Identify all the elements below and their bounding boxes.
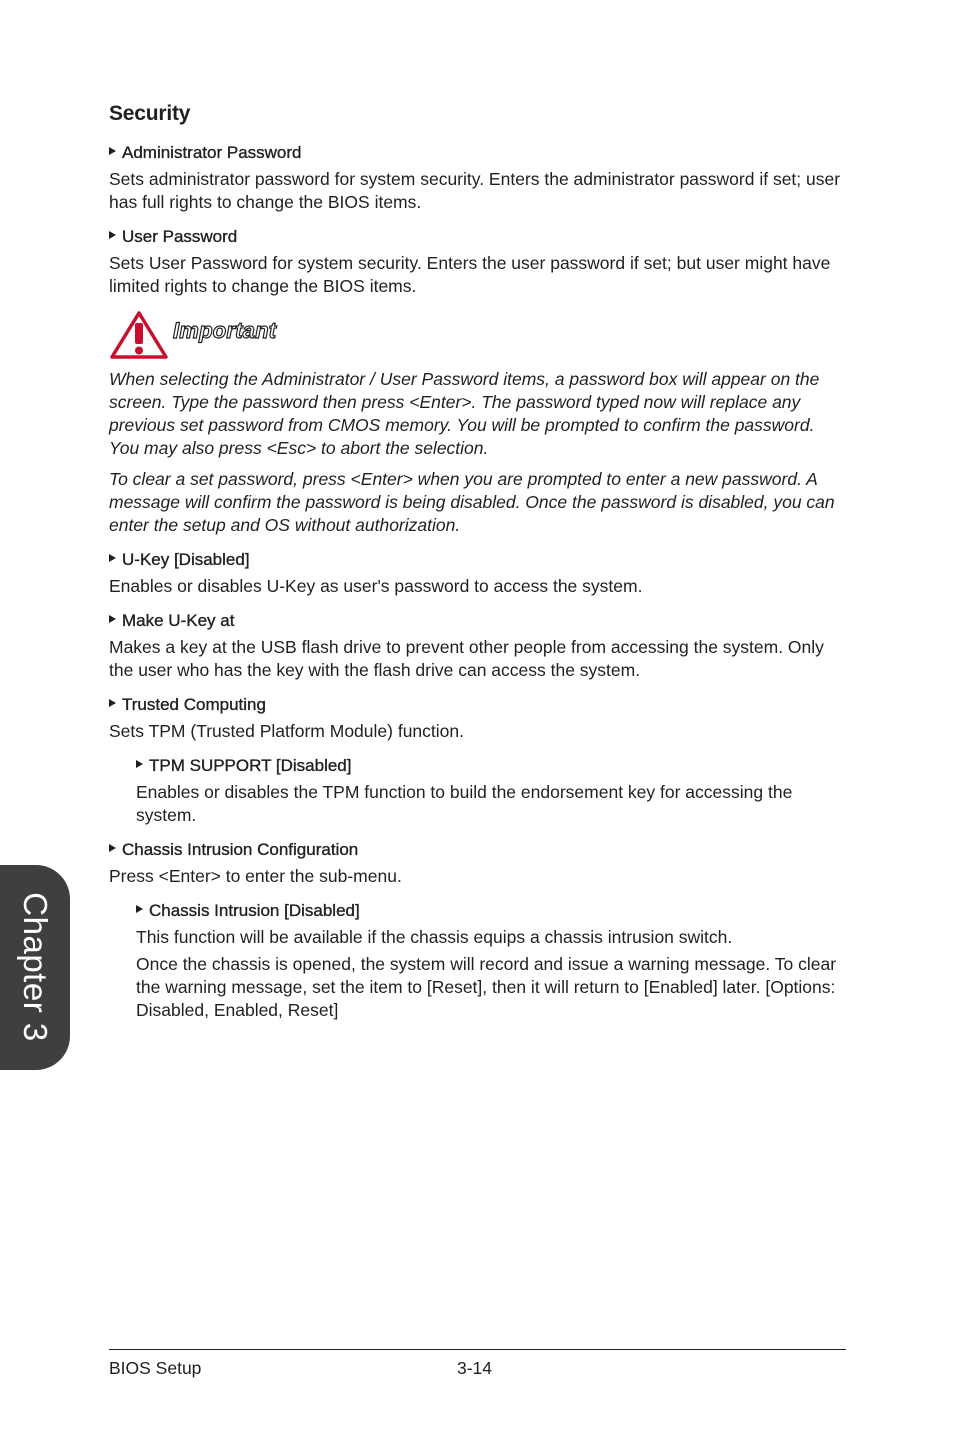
- item-heading-text: TPM SUPPORT [Disabled]: [149, 756, 352, 775]
- item-description: Sets TPM (Trusted Platform Module) function.: [109, 721, 464, 741]
- section-title: Security: [109, 102, 191, 125]
- item-description: Makes a key at the USB flash drive to prevent other people from accessing the system. Only the user who has the key with the flash drive can access the system.: [109, 637, 824, 680]
- item-description: Enables or disables U-Key as user's password to access the system.: [109, 576, 643, 596]
- item-heading-text: Chassis Intrusion Configuration: [122, 840, 359, 859]
- footer-divider: [109, 1349, 846, 1350]
- item-heading-text: Administrator Password: [122, 143, 302, 162]
- important-callout-header: [109, 310, 847, 360]
- page-content: [109, 102, 847, 1034]
- triangle-bullet-icon: [109, 147, 116, 155]
- bios-item-trusted-computing: [109, 694, 847, 743]
- item-description: Press <Enter> to enter the sub-menu.: [109, 866, 402, 886]
- item-heading-text: Chassis Intrusion [Disabled]: [149, 901, 360, 920]
- footer-section-name: BIOS Setup: [109, 1358, 202, 1378]
- bios-subitem-tpm-support: [136, 755, 847, 827]
- chapter-tab: [0, 865, 70, 1070]
- bios-item-administrator-password: [109, 142, 847, 214]
- item-heading: [109, 226, 847, 248]
- item-heading: [136, 900, 847, 922]
- bios-item-u-key: [109, 549, 847, 598]
- warning-triangle-icon: [109, 310, 169, 360]
- important-note: When selecting the Administrator / User Password items, a password box will appear on the screen. Type the password then press <Enter>. The password typed now will replace any previous set password from CMOS memory. You will be prompted to confirm the password. You may also press <Esc> to abort the selection.: [109, 369, 820, 458]
- important-note: To clear a set password, press <Enter> when you are prompted to enter a new password. A message will confirm the password is being disabled. Once the password is disabled, you can enter the setup and OS without authorization.: [109, 469, 835, 535]
- item-description: Once the chassis is opened, the system will record and issue a warning message. To clear the warning message, set the item to [Reset], then it will return to [Enabled] later. [Options: Disabled, Enabled, Reset]: [136, 954, 837, 1020]
- bios-item-user-password: [109, 226, 847, 298]
- triangle-bullet-icon: [109, 615, 116, 623]
- item-heading: [109, 142, 847, 164]
- item-heading-text: U-Key [Disabled]: [122, 550, 250, 569]
- important-label: Important: [173, 318, 277, 343]
- item-description: Enables or disables the TPM function to build the endorsement key for accessing the system.: [136, 782, 793, 825]
- bios-item-chassis-intrusion-configuration: [109, 839, 847, 888]
- triangle-bullet-icon: [109, 554, 116, 562]
- item-heading: [109, 694, 847, 716]
- item-heading-text: Make U-Key at: [122, 611, 235, 630]
- triangle-bullet-icon: [109, 844, 116, 852]
- item-heading-text: User Password: [122, 227, 238, 246]
- item-description: Sets User Password for system security. Enters the user password if set; but user might have limited rights to change the BIOS items.: [109, 253, 831, 296]
- item-heading: [109, 610, 847, 632]
- item-heading-text: Trusted Computing: [122, 695, 266, 714]
- triangle-bullet-icon: [136, 905, 143, 913]
- triangle-bullet-icon: [109, 231, 116, 239]
- item-heading: [109, 839, 847, 861]
- triangle-bullet-icon: [136, 760, 143, 768]
- chapter-tab-label: Chapter 3: [17, 892, 54, 1042]
- item-description: Sets administrator password for system security. Enters the administrator password if set; user has full rights to change the BIOS items.: [109, 169, 841, 212]
- bios-subitem-chassis-intrusion: [136, 900, 847, 1022]
- triangle-bullet-icon: [109, 699, 116, 707]
- item-heading: [109, 549, 847, 571]
- item-heading: [136, 755, 847, 777]
- bios-item-make-u-key: [109, 610, 847, 682]
- footer-page-number: 3-14: [457, 1358, 493, 1378]
- item-description: This function will be available if the chassis equips a chassis intrusion switch.: [136, 927, 733, 947]
